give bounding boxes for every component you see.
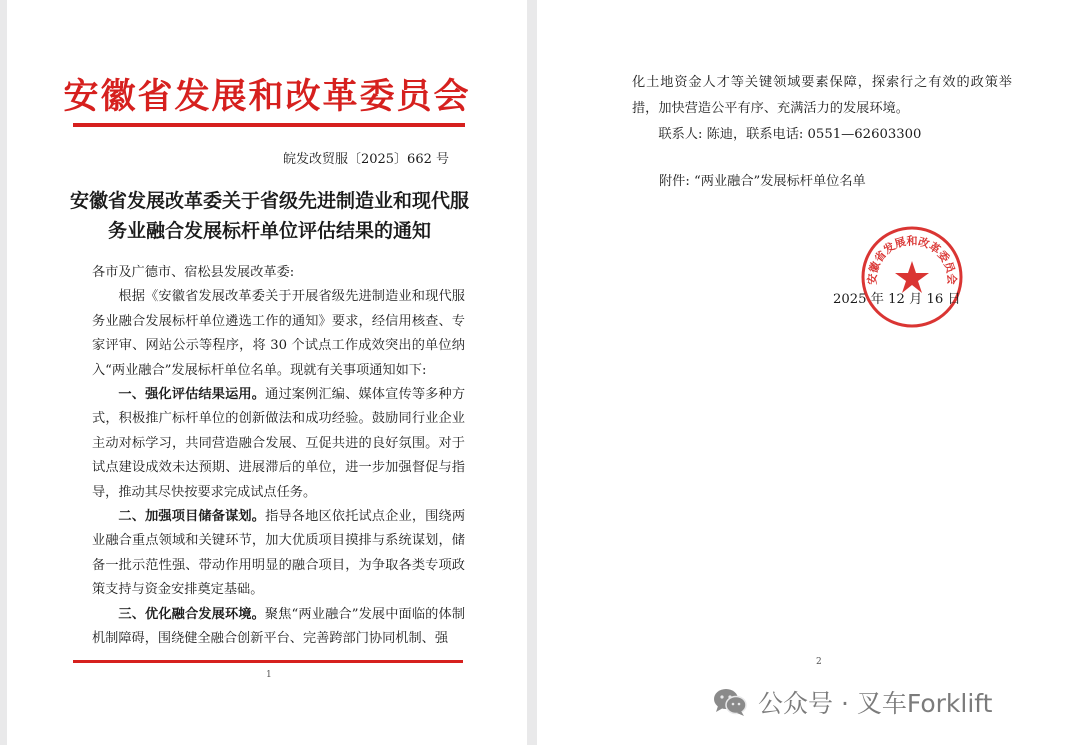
- page-number: 2: [816, 657, 822, 667]
- seal-text: 安徽省发展和改革委员会: [865, 234, 959, 285]
- watermark-label: 公众号 · 叉车Forklift: [758, 689, 993, 718]
- footer-red-rule: [73, 660, 463, 663]
- document-number: 皖发改贸服〔2025〕662 号: [282, 152, 449, 167]
- issue-date: 2025 年 12 月 16 日: [833, 292, 961, 307]
- intro-paragraph: 根据《安徽省发展改革委关于开展省级先进制造业和现代服务业融合发展标杆单位遴选工作的通知》要求，经信用核查、专家评审、网站公示等程序，将 30 个试点工作成效突出的单位纳入“两业融合”发展标杆单位名单。现就有关事项通知如下:: [92, 289, 465, 378]
- page-number: 1: [266, 670, 272, 680]
- document-page-1: [7, 0, 527, 745]
- section-text: 聚焦“两业融合”发展中面临的体制机制障碍，围绕健全融合创新平台、完善跨部门协同机制、强: [92, 606, 466, 647]
- section-heading: 三、优化融合发展环境。: [118, 606, 265, 622]
- account-watermark: [712, 684, 992, 720]
- salutation: 各市及广德市、宿松县发展改革委:: [92, 265, 295, 280]
- letterhead-title: 安徽省发展和改革委员会: [63, 76, 471, 117]
- section-heading: 二、加强项目储备谋划。: [118, 509, 266, 525]
- section-2: [92, 505, 465, 603]
- section-text: 通过案例汇编、媒体宣传等多种方式，积极推广标杆单位的创新做法和成功经验。鼓励同行业企业主动对标学习，共同营造融合发展、互促共进的良好氛围。对于试点建设成效未达预期、进展滞后的单位，进一步加强督促与指导，推动其尽快按要求完成试点任务。: [92, 387, 466, 500]
- section-heading: 一、强化评估结果运用。: [118, 387, 266, 403]
- section-3: [92, 603, 465, 652]
- section-1: [92, 383, 465, 505]
- document-body: [92, 261, 465, 652]
- wechat-icon: [712, 686, 748, 718]
- document-title: 安徽省发展改革委关于省级先进制造业和现代服务业融合发展标杆单位评估结果的通知: [69, 190, 469, 242]
- page2-body: [632, 70, 1012, 148]
- attachment-line: 附件: “两业融合”发展标杆单位名单: [659, 174, 866, 189]
- section-text: 指导各地区依托试点企业，围绕两业融合重点领域和关键环节，加大优质项目摸排与系统谋划，储备一批示范性强、带动作用明显的融合项目，为争取各类专项政策支持与资金安排奠定基础。: [92, 509, 466, 598]
- continuation-paragraph: 化土地资金人才等关键领域要素保障，探索行之有效的政策举措，加快营造公平有序、充满活力的发展环境。: [632, 75, 1012, 116]
- contact-line: 联系人: 陈迪，联系电话: 0551—62603300: [658, 127, 922, 142]
- letterhead-red-rule: [73, 123, 465, 127]
- official-seal-icon: [860, 225, 964, 329]
- document-page-2: [537, 0, 1080, 745]
